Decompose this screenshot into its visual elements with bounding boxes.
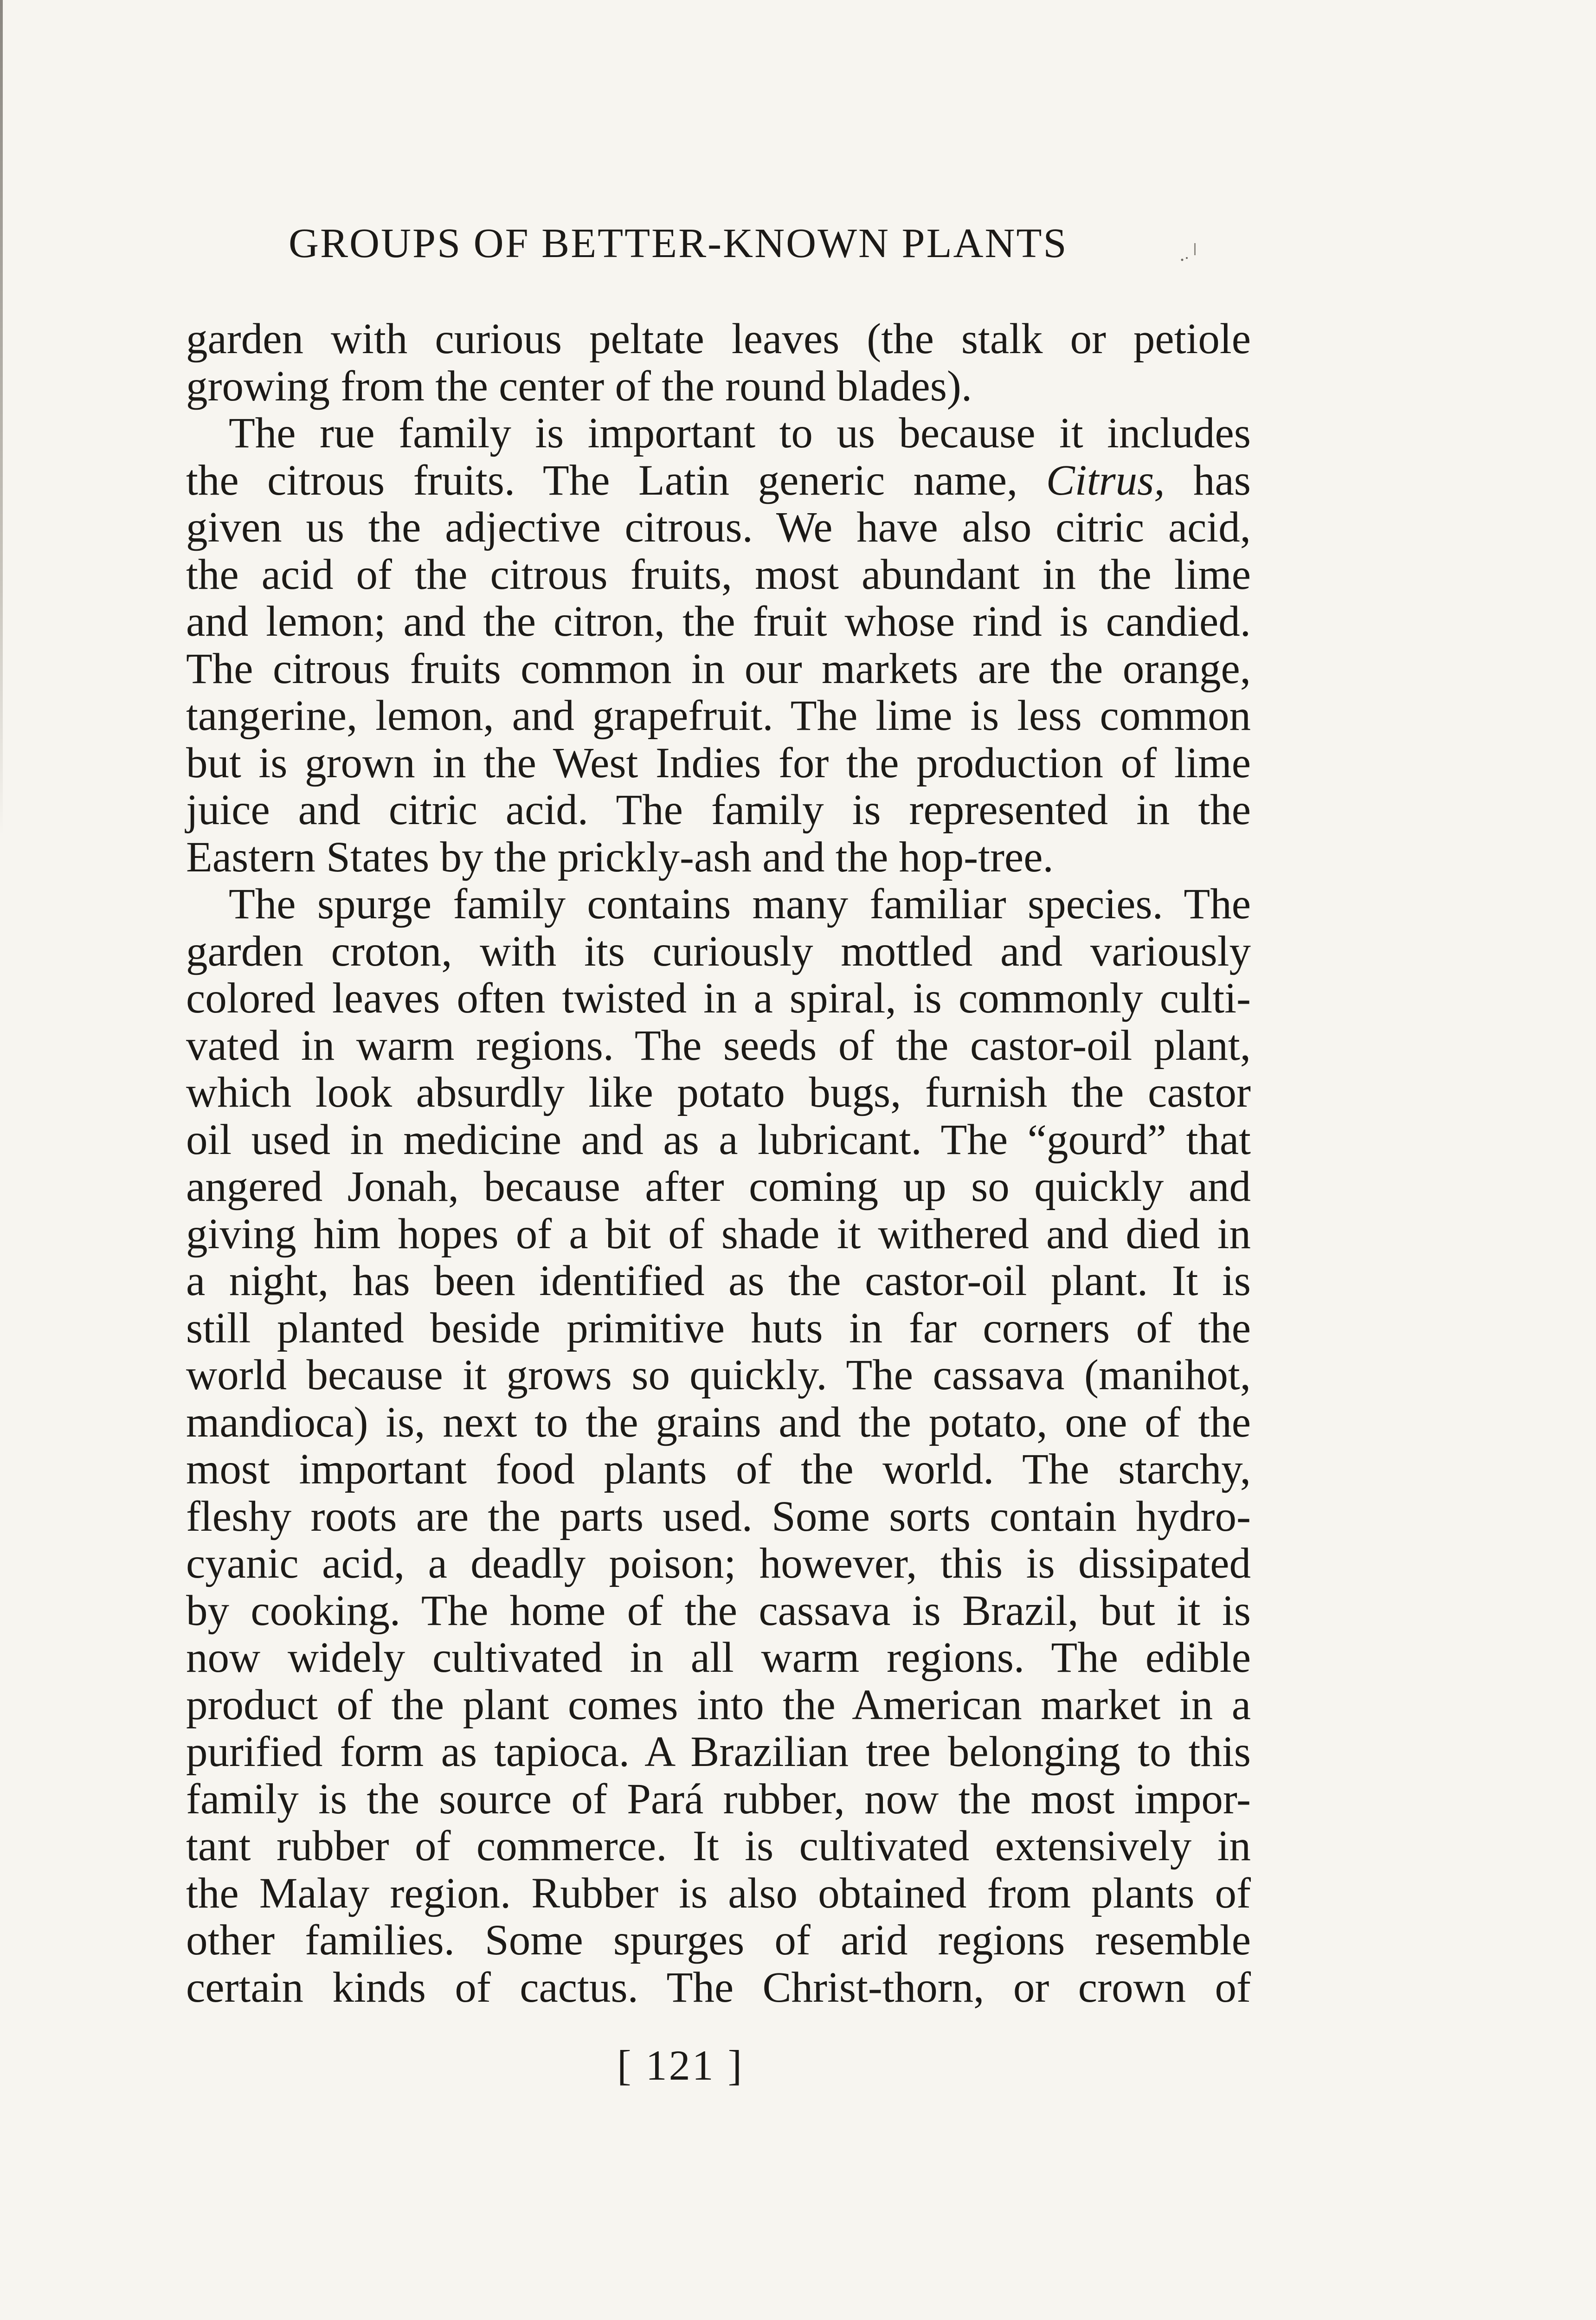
text-line: fleshy roots are the parts used. Some sorts contain hydro- bbox=[186, 1492, 1251, 1540]
text-line: now widely cultivated in all warm regions. The edible bbox=[186, 1634, 1251, 1682]
text-line: which look absurdly like potato bugs, furnish the castor bbox=[186, 1069, 1251, 1116]
text-line-segment: has bbox=[1165, 456, 1251, 504]
text-line: mandioca) is, next to the grains and the potato, one of the bbox=[186, 1398, 1251, 1446]
scan-specks bbox=[1178, 241, 1197, 269]
text-line: Eastern States by the prickly-ash and the hop-tree. bbox=[186, 833, 1054, 881]
page-number: [ 121 ] bbox=[617, 2042, 744, 2089]
text-line: family is the source of Pará rubber, now the most impor- bbox=[186, 1775, 1251, 1823]
text-line: The rue family is important to us because it includes bbox=[229, 409, 1251, 457]
text-line: still planted beside primitive huts in far corners of the bbox=[186, 1304, 1251, 1352]
running-header: GROUPS OF BETTER-KNOWN PLANTS bbox=[289, 220, 1068, 266]
text-line: vated in warm regions. The seeds of the castor-oil plant, bbox=[186, 1021, 1251, 1070]
text-line: and lemon; and the citron, the fruit whose rind is candied. bbox=[186, 598, 1251, 645]
text-line bbox=[186, 457, 1251, 504]
text-line: The citrous fruits common in our markets are the orange, bbox=[186, 644, 1251, 693]
text-line: certain kinds of cactus. The Christ-thorn, or crown of bbox=[186, 1963, 1251, 2011]
text-line: growing from the center of the round blades). bbox=[186, 362, 972, 410]
text-line: by cooking. The home of the cassava is Brazil, but it is bbox=[186, 1586, 1251, 1635]
text-line: other families. Some spurges of arid regions resemble bbox=[186, 1916, 1251, 1964]
text-line: tant rubber of commerce. It is cultivated extensively in bbox=[186, 1822, 1251, 1870]
text-line: oil used in medicine and as a lubricant. The “gourd” that bbox=[186, 1115, 1251, 1164]
text-line: garden croton, with its curiously mottled and variously bbox=[186, 927, 1251, 975]
text-line-segment: the citrous fruits. The Latin generic name, bbox=[186, 456, 1046, 504]
text-line: most important food plants of the world. The starchy, bbox=[186, 1445, 1251, 1493]
scan-shadow-edge bbox=[0, 0, 3, 835]
text-line: the Malay region. Rubber is also obtained from plants of bbox=[186, 1869, 1251, 1917]
text-line: a night, has been identified as the castor-oil plant. It is bbox=[186, 1257, 1251, 1305]
text-line: but is grown in the West Indies for the production of lime bbox=[186, 739, 1251, 787]
text-line: angered Jonah, because after coming up so quickly and bbox=[186, 1163, 1251, 1211]
text-line: garden with curious peltate leaves (the stalk or petiole bbox=[186, 315, 1251, 363]
text-line: giving him hopes of a bit of shade it withered and died in bbox=[186, 1210, 1251, 1258]
text-line: the acid of the citrous fruits, most abundant in the lime bbox=[186, 550, 1251, 599]
text-line: product of the plant comes into the American market in a bbox=[186, 1681, 1251, 1729]
text-line: tangerine, lemon, and grapefruit. The lime is less common bbox=[186, 692, 1251, 740]
text-line: cyanic acid, a deadly poison; however, this is dissipated bbox=[186, 1540, 1251, 1587]
text-line: world because it grows so quickly. The cassava (manihot, bbox=[186, 1351, 1251, 1399]
italic-genus-name: Citrus, bbox=[1046, 456, 1165, 504]
body-text bbox=[186, 316, 1251, 2011]
text-line: given us the adjective citrous. We have also citric acid, bbox=[186, 503, 1251, 551]
text-line: The spurge family contains many familiar species. The bbox=[229, 880, 1251, 928]
text-line: colored leaves often twisted in a spiral, is commonly culti- bbox=[186, 974, 1251, 1022]
text-line: juice and citric acid. The family is represented in the bbox=[186, 786, 1251, 834]
text-line: purified form as tapioca. A Brazilian tree belonging to this bbox=[186, 1728, 1251, 1776]
